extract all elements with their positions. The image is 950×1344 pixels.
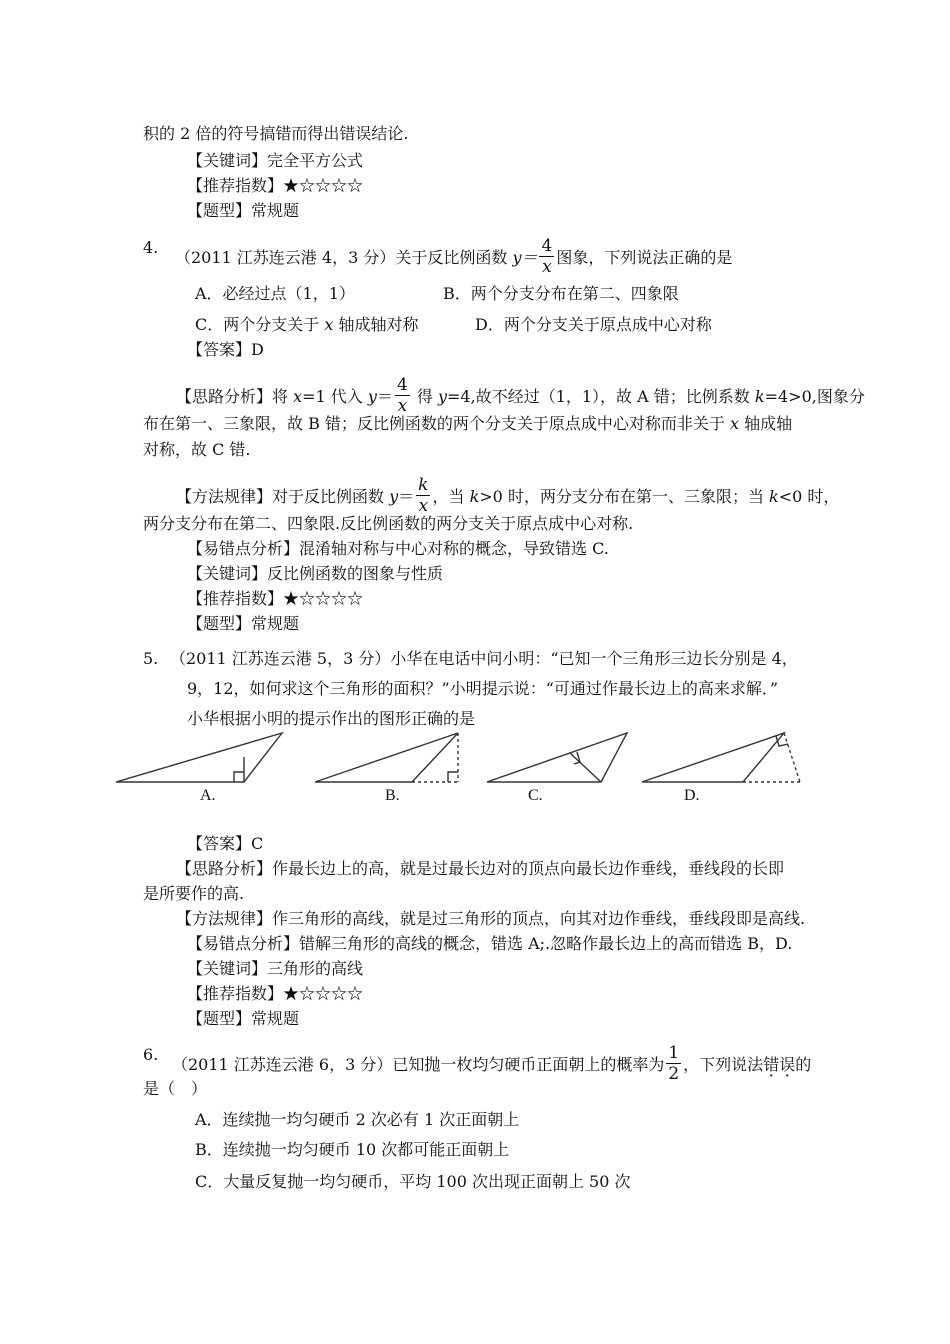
figure-label-d: D. (684, 787, 700, 804)
figure-a-triangle (116, 733, 282, 782)
figure-d-triangle (642, 733, 784, 782)
q4-method-frac-den: x (418, 496, 429, 516)
q5-analysis-line2: 是所要作的高. (143, 884, 245, 903)
q5-type: 【题型】常规题 (187, 1009, 300, 1028)
q4-analysis-frac-num: 4 (396, 375, 408, 395)
q5-rating: 【推荐指数】★☆☆☆☆ (187, 984, 364, 1003)
q4-type: 【题型】常规题 (187, 614, 300, 633)
q4-analysis-x: x (293, 387, 303, 406)
figure-d-height (784, 733, 800, 782)
figure-b-right-angle (448, 772, 458, 782)
q4-method-k1: k (469, 487, 480, 506)
keyword-label: 【关键词】完全平方公式 (187, 151, 364, 170)
q4-analysis-frac-den: x (397, 396, 408, 416)
q6-frac-den: 2 (668, 1064, 680, 1084)
q4-analysis-f: =4>0,图象分 (764, 387, 865, 406)
q5-answer: 【答案】C (187, 834, 264, 853)
q5-stem-line2: 9，12，如何求这个三角形的面积？”小明提示说：“可通过作最长边上的高来求解．” (187, 679, 779, 698)
q4-method-a: 【方法规律】对于反比例函数 (176, 487, 390, 506)
q6-emphasis-1: 错 (763, 1055, 780, 1074)
q4-frac-den: x (542, 257, 552, 277)
q4-option-c-var: x (324, 315, 334, 334)
q4-keyword: 【关键词】反比例函数的图象与性质 (187, 564, 444, 583)
q5-error: 【易错点分析】错解三角形的高线的概念，错选 A;.忽略作最长边上的高而错选 B，D. (187, 934, 793, 953)
q6-fraction (666, 1043, 681, 1084)
figure-c-triangle (487, 733, 627, 782)
q4-method-y: y (389, 487, 399, 506)
q4-y-var: y＝ (512, 248, 538, 267)
q4-analysis-line3: 对称，故 C 错. (143, 440, 251, 459)
q6-stem-line2: 是（ ） (143, 1079, 208, 1098)
figure-label-c: C. (528, 787, 543, 804)
q5-analysis-line1: 【思路分析】作最长边上的高，就是过最长边对的顶点向最长边作垂线，垂线段的长即 (176, 859, 785, 878)
intro-line: 积的 2 倍的符号搞错而得出错误结论. (143, 124, 409, 143)
q4-stem-text: （2011 江苏连云港 4，3 分）关于反比例函数 (175, 248, 513, 267)
q6-option-a: A．连续抛一均匀硬币 2 次必有 1 次正面朝上 (195, 1110, 520, 1129)
q4-analysis-eq: ＝ (376, 387, 393, 406)
q4-method-frac-num: k (418, 475, 429, 495)
q4-option-b: B．两个分支分布在第二、四象限 (443, 284, 679, 303)
q5-number: 5. (143, 649, 159, 668)
q4-analysis-a: 【思路分析】将 (176, 387, 294, 406)
q4-option-c-pre: C．两个分支关于 (195, 315, 325, 334)
q4-method-d: <0 时， (778, 487, 840, 506)
q4-analysis-d: 得 (411, 387, 438, 406)
q4-analysis-line2-a: 布在第一、三象限，故 B 错；反比例函数的两个分支关于原点成中心对称而非关于 (143, 414, 731, 433)
figure-label-a: A. (200, 787, 216, 804)
q6-number: 6. (143, 1045, 159, 1064)
figure-c-height (570, 753, 601, 782)
q5-method: 【方法规律】作三角形的高线，就是过三角形的顶点，向其对边作垂线，垂线段即是高线. (176, 909, 806, 928)
q4-method-c: >0 时，两分支分布在第一、三象限；当 (479, 487, 770, 506)
q4-analysis-y2: y (437, 387, 448, 406)
q6-emphasis-2: 误 (779, 1055, 796, 1074)
type-label: 【题型】常规题 (187, 201, 300, 220)
q6-stem-line1 (172, 1045, 811, 1086)
q6-stem-tail: ，下列说法 (683, 1055, 764, 1074)
q4-option-d: D．两个分支关于原点成中心对称 (475, 315, 712, 334)
q4-method-k2: k (769, 487, 779, 506)
q4-error: 【易错点分析】混淆轴对称与中心对称的概念，导致错选 C. (187, 539, 609, 558)
rating-label: 【推荐指数】★☆☆☆☆ (187, 176, 364, 195)
q4-option-c-post: 轴成轴对称 (333, 315, 419, 334)
q4-analysis-k: k (754, 387, 765, 406)
q4-analysis-line2-b: 轴成轴 (739, 414, 793, 433)
q4-analysis-b: =1 代入 (302, 387, 368, 406)
q4-frac-num: 4 (541, 236, 553, 256)
q4-answer: 【答案】D (187, 340, 264, 359)
q4-option-a: A．必经过点（1，1） (195, 284, 355, 303)
q5-stem-line1: （2011 江苏连云港 5，3 分）小华在电话中问小明：“已知一个三角形三边长分别是 4， (170, 649, 798, 668)
figure-b-triangle (315, 733, 458, 782)
q6-frac-num: 1 (668, 1043, 680, 1063)
q4-stem-tail: 图象，下列说法正确的是 (556, 248, 733, 267)
q4-analysis-line2-x: x (730, 414, 740, 433)
figure-label-b: B. (385, 787, 400, 804)
q4-number: 4. (143, 238, 159, 257)
q4-analysis-e: =4,故不经过（1，1），故 A 错；比例系数 (447, 387, 755, 406)
q4-method-line2: 两分支分布在第二、四象限.反比例函数的两分支关于原点成中心对称. (143, 514, 634, 533)
q5-keyword: 【关键词】三角形的高线 (187, 959, 364, 978)
q6-option-c: C．大量反复抛一均匀硬币，平均 100 次出现正面朝上 50 次 (195, 1172, 631, 1191)
q4-method-b: ，当 (432, 487, 470, 506)
q4-rating: 【推荐指数】★☆☆☆☆ (187, 589, 364, 608)
q5-stem-line3: 小华根据小明的提示作出的图形正确的是 (187, 709, 476, 728)
q4-analysis-y: y (367, 387, 377, 406)
q6-option-b: B．连续抛一均匀硬币 10 次都可能正面朝上 (195, 1140, 510, 1159)
q6-stem-text: （2011 江苏连云港 6，3 分）已知抛一枚均匀硬币正面朝上的概率为 (172, 1055, 665, 1074)
q6-stem-end: 的 (795, 1055, 812, 1074)
figure-a-right-angle (234, 772, 244, 782)
q4-method-eq: ＝ (398, 487, 415, 506)
